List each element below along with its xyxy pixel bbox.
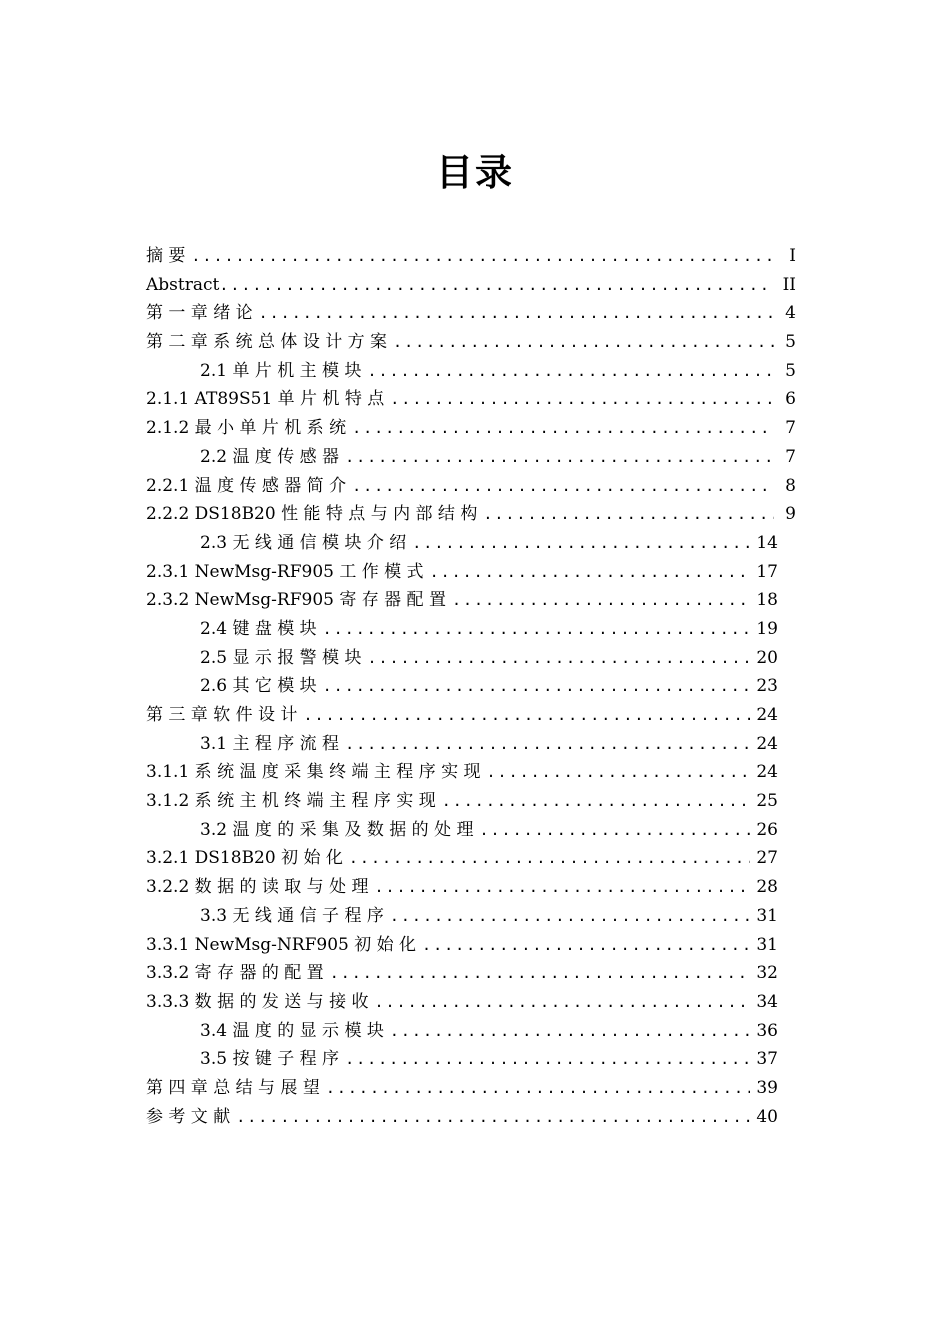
toc-entry-page: 9 [785,504,796,525]
page-title: 目录 [436,151,514,194]
toc-entry-label: 3.2 温 度 的 采 集 及 数 据 的 处 理 [200,819,474,840]
toc-entry-page: 31 [756,905,778,926]
toc-entry-page: 19 [756,618,778,639]
toc-entry-page: 39 [756,1077,778,1098]
toc-entry-label: 3.3.2 寄 存 器 的 配 置 [146,963,324,984]
toc-entry[interactable] [146,988,778,1017]
toc-entry-label: 2.6 其 它 模 块 [200,676,317,697]
toc-entry-label: 2.4 键 盘 模 块 [200,618,317,639]
dot-leader [479,816,750,845]
toc-entry[interactable] [146,701,778,730]
dot-leader [323,672,751,701]
toc-entry-page: 14 [756,532,778,553]
toc-entry-label: 第 四 章 总 结 与 展 望 [146,1077,320,1098]
toc-entry[interactable] [146,414,796,443]
dot-leader [442,787,751,816]
dot-leader [412,529,750,558]
toc-entry-label: 2.3.2 NewMsg-RF905 寄 存 器 配 置 [146,590,446,611]
toc-entry-page: 18 [756,590,778,611]
toc-entry-label: 摘 要 [146,246,186,266]
dot-leader [349,844,750,873]
dot-leader [330,959,751,988]
toc-entry-page: 28 [756,877,778,898]
toc-entry-label: 2.3 无 线 通 信 模 块 介 绍 [200,532,407,553]
toc-entry-label: 3.1.1 系 统 温 度 采 集 终 端 主 程 序 实 现 [146,762,481,783]
toc-entry-page: 25 [756,791,778,812]
toc-entry-page: 27 [756,848,778,869]
toc-entry-label: 2.2.2 DS18B20 性 能 特 点 与 内 部 结 构 [146,504,478,525]
toc-entry[interactable] [146,357,796,386]
dot-leader [367,644,750,673]
toc-entry-page: II [782,274,796,295]
toc-entry[interactable] [146,644,778,673]
toc-entry-label: 第 三 章 软 件 设 计 [146,705,298,725]
toc-entry-label: 2.2.1 温 度 传 感 器 简 介 [146,475,347,496]
toc-entry-label: 2.1 单 片 机 主 模 块 [200,360,362,381]
toc-entry-label: 2.2 温 度 传 感 器 [200,446,340,467]
toc-entry-label: 第 一 章 绪 论 [146,303,253,324]
toc-entry-page: 34 [756,991,778,1012]
dot-leader [345,730,750,759]
toc-entry-label: 3.3 无 线 通 信 子 程 序 [200,905,384,926]
toc-entry-page: 23 [756,676,778,697]
dot-leader [390,1017,750,1046]
toc-entry-page: 24 [756,762,778,783]
toc-entry-label: 3.5 按 键 子 程 序 [200,1049,340,1070]
toc-entry-label: 2.3.1 NewMsg-RF905 工 作 模 式 [146,561,424,582]
dot-leader [487,758,751,787]
toc-entry[interactable] [146,844,778,873]
dot-leader [375,988,751,1017]
toc-entry-page: 40 [756,1106,778,1127]
toc-entry[interactable] [146,931,778,960]
toc-entry-label: 3.2.2 数 据 的 读 取 与 处 理 [146,877,369,898]
toc-entry-page: 5 [785,360,796,381]
toc-entry-page: 20 [756,647,778,668]
dot-leader [367,357,774,386]
toc-entry-label: 3.2.1 DS18B20 初 始 化 [146,848,343,869]
toc-entry-page: 8 [785,475,796,496]
toc-entry-page: 5 [785,332,796,353]
toc-entry-label: 3.1 主 程 序 流 程 [200,733,340,754]
dot-leader [352,472,774,501]
dot-leader [323,615,751,644]
toc-entry[interactable] [146,529,778,558]
toc-entry[interactable] [146,873,778,902]
dot-leader [390,385,774,414]
toc-entry-label: 第 二 章 系 统 总 体 设 计 方 案 [146,332,388,353]
toc-entry-label: 参 考 文 献 [146,1106,231,1127]
toc-entry-label: Abstract [146,274,220,295]
toc-entry-page: 6 [785,389,796,410]
toc-entry-label: 3.4 温 度 的 显 示 模 块 [200,1020,384,1041]
toc-entry-page: 31 [756,934,778,955]
toc-entry-page: 24 [756,733,778,754]
toc-entry[interactable] [146,730,778,759]
toc-entry[interactable] [146,271,796,300]
toc-entry-page: 24 [756,705,778,725]
toc-entry-page: 37 [756,1049,778,1070]
toc-entry-label: 2.1.2 最 小 单 片 机 系 统 [146,418,347,439]
dot-leader [259,299,774,328]
toc-entry[interactable] [146,443,796,472]
toc-entry-label: 3.3.3 数 据 的 发 送 与 接 收 [146,991,369,1012]
dot-leader [430,558,751,587]
toc-entry-page: I [789,246,796,266]
toc-entry-page: 7 [785,446,796,467]
dot-leader [236,1103,750,1132]
toc-entry[interactable] [146,242,796,271]
toc-entry-page: 26 [756,819,778,840]
dot-leader [422,931,750,960]
toc-entry-page: 17 [756,561,778,582]
toc-entry[interactable] [146,558,778,587]
dot-leader [352,414,774,443]
dot-leader [191,242,774,271]
toc-entry[interactable] [146,472,796,501]
dot-leader [219,271,774,300]
toc-entry[interactable] [146,1045,778,1074]
toc-entry-label: 2.5 显 示 报 警 模 块 [200,647,362,668]
dot-leader [345,1045,750,1074]
toc-entry[interactable] [146,672,778,701]
dot-leader [393,328,774,357]
toc-entry[interactable] [146,299,796,328]
toc-entry-page: 4 [785,303,796,324]
dot-leader [375,873,751,902]
dot-leader [303,701,750,730]
toc-entry[interactable] [146,1017,778,1046]
toc-entry[interactable] [146,1103,778,1132]
toc-entry[interactable] [146,500,796,529]
dot-leader [345,443,774,472]
toc-entry[interactable] [146,758,778,787]
dot-leader [452,586,750,615]
table-of-contents [146,242,796,1131]
toc-entry[interactable] [146,1074,778,1103]
toc-entry-page: 32 [756,963,778,984]
dot-leader [326,1074,751,1103]
toc-entry-label: 2.1.1 AT89S51 单 片 机 特 点 [146,389,385,410]
dot-leader [390,902,750,931]
toc-entry[interactable] [146,385,796,414]
toc-entry[interactable] [146,586,778,615]
toc-entry-page: 36 [756,1020,778,1041]
toc-entry[interactable] [146,816,778,845]
toc-entry-label: 3.1.2 系 统 主 机 终 端 主 程 序 实 现 [146,791,436,812]
toc-entry[interactable] [146,615,778,644]
toc-entry[interactable] [146,787,778,816]
toc-entry-page: 7 [785,418,796,439]
dot-leader [483,500,774,529]
toc-entry-label: 3.3.1 NewMsg-NRF905 初 始 化 [146,934,417,955]
toc-entry[interactable] [146,328,796,357]
toc-entry[interactable] [146,902,778,931]
toc-entry[interactable] [146,959,778,988]
